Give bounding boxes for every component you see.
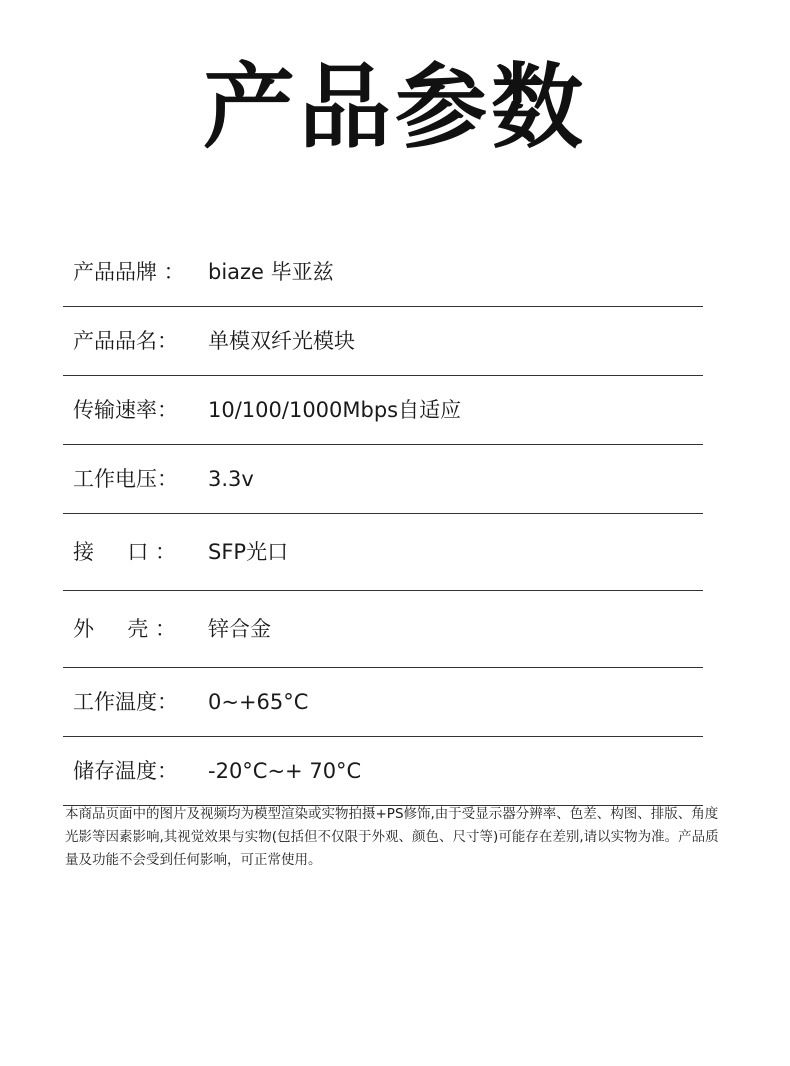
spec-value: 10/100/1000Mbps自适应 xyxy=(208,398,462,422)
spec-row-shell xyxy=(63,591,703,668)
spec-row-operating-temp xyxy=(63,668,703,737)
spec-label: 传输速率： xyxy=(73,398,178,422)
spec-table xyxy=(63,238,703,806)
spec-label: 产品品名： xyxy=(73,329,178,353)
spec-row-brand xyxy=(63,238,703,307)
spec-row-interface xyxy=(63,514,703,591)
spec-value: biaze 毕亚兹 xyxy=(208,260,334,284)
spec-value: 3.3v xyxy=(208,467,254,491)
spec-label: 工作温度： xyxy=(73,690,178,714)
spec-value: 锌合金 xyxy=(208,617,271,641)
spec-label: 外 壳 ： xyxy=(73,617,177,641)
spec-row-voltage xyxy=(63,445,703,514)
spec-label: 储存温度： xyxy=(73,759,178,783)
spec-value: SFP光口 xyxy=(208,540,289,564)
disclaimer-text: 本商品页面中的图片及视频均为模型渲染或实物拍摄+PS修饰,由于受显示器分辨率、色差、构图、排版、角度光影等因素影响,其视觉效果与实物(包括但不仅限于外观、颜色、尺寸等)可能存在差别,请以实物为准。产品质量及功能不会受到任何影响，可正常使用。 xyxy=(65,806,719,868)
spec-row-transfer-rate xyxy=(63,376,703,445)
spec-label: 产品品牌 ： xyxy=(73,260,185,284)
spec-value: -20°C~+ 70°C xyxy=(208,759,362,783)
page-title: 产品参数 xyxy=(202,54,587,161)
spec-row-storage-temp xyxy=(63,737,703,806)
spec-label: 工作电压： xyxy=(73,467,178,491)
spec-row-product-name xyxy=(63,307,703,376)
spec-value: 0~+65°C xyxy=(208,690,309,714)
spec-label: 接 口 ： xyxy=(73,540,177,564)
spec-value: 单模双纤光模块 xyxy=(208,329,355,353)
